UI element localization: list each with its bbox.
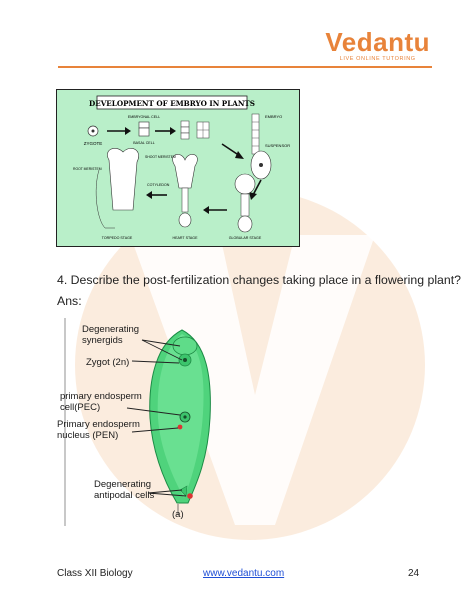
label-heart: HEART STAGE (172, 236, 198, 240)
label-root-meristem: ROOT MERISTEM (73, 167, 102, 171)
label-shoot-meristem: SHOOT MERISTEM (145, 155, 176, 159)
label-degenerating-antipodal: Degenerating antipodal cells (94, 479, 155, 501)
logo-word: Vedantu (325, 27, 430, 57)
logo-tagline: LIVE ONLINE TUTORING (339, 56, 416, 62)
header-rule (58, 66, 432, 68)
figure-title: DEVELOPMENT OF EMBRYO IN PLANTS (89, 99, 255, 108)
answer-label: Ans: (57, 294, 82, 308)
label-pec: primary endosperm cell(PEC) (60, 391, 142, 413)
footer-website-link[interactable]: www.vedantu.com (203, 568, 285, 579)
label-embryonal-cell: EMBRYONAL CELL (127, 115, 161, 119)
label-suspensor: SUSPENSOR (265, 143, 291, 148)
label-zygote: ZYGOTE (83, 141, 103, 146)
page-number: 24 (408, 568, 420, 579)
label-torpedo: TORPEDO STAGE (101, 236, 133, 240)
label-cotyledon: COTYLEDON (147, 183, 170, 187)
label-embryo: EMBRYO (265, 114, 283, 119)
question-text: 4. Describe the post-fertilization changes taking place in a flowering plant? (57, 273, 461, 287)
footer-class: Class XII Biology (57, 568, 133, 579)
embryo-development-diagram (57, 90, 298, 245)
label-degenerating-synergids: Degenerating synergids (82, 324, 140, 346)
label-zygote-2n: Zygot (2n) (86, 357, 130, 368)
figure-caption: (a) (172, 509, 184, 520)
label-pen: Primary endosperm nucleus (PEN) (57, 419, 140, 441)
embryo-development-figure (56, 89, 300, 247)
label-globular: GLOBULAR STAGE (228, 236, 262, 240)
label-basal-cell: BASAL CELL (133, 141, 155, 145)
vedantu-logo[interactable] (325, 28, 430, 62)
